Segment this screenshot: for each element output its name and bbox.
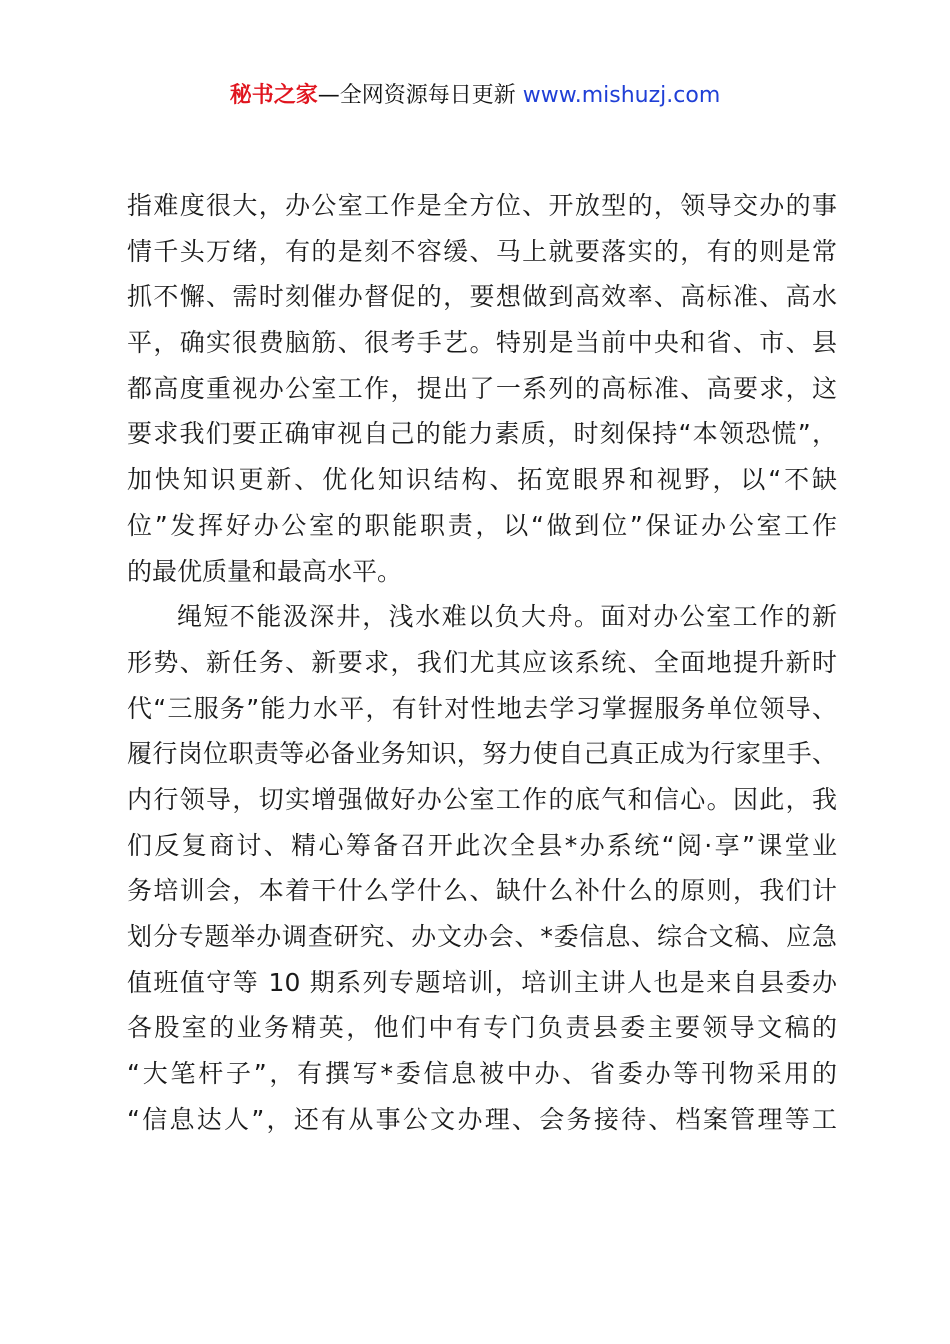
site-header (0, 80, 950, 112)
text-line: “信息达人”，还有从事公文办理、会务接待、档案管理等工 (127, 1104, 837, 1134)
text-line: 代“三服务”能力水平，有针对性地去学习掌握服务单位领导、 (127, 693, 837, 723)
text-line: 的最优质量和最高水平。 (127, 556, 403, 586)
text-line: 要求我们要正确审视自己的能力素质，时刻保持“本领恐慌”， (127, 419, 837, 449)
text-line: 绳短不能汲深井，浅水难以负大舟。面对办公室工作的新 (177, 602, 837, 632)
text-line: 形势、新任务、新要求，我们尤其应该系统、全面地提升新时 (127, 647, 837, 677)
site-url-link[interactable]: www.mishuzj.com (522, 83, 721, 108)
text-line: 务培训会，本着干什么学什么、缺什么补什么的原则，我们计 (127, 876, 837, 906)
document-body (127, 183, 837, 1142)
text-line: 各股室的业务精英，他们中有专门负责县委主要领导文稿的 (127, 1013, 837, 1043)
text-line: 平，确实很费脑筋、很考手艺。特别是当前中央和省、市、县 (127, 328, 837, 358)
text-line: 加快知识更新、优化知识结构、拓宽眼界和视野，以“不缺 (127, 465, 837, 495)
site-brand: 秘书之家 (229, 83, 318, 108)
paragraph-2 (127, 594, 837, 1142)
text-line: 抓不懈、需时刻催办督促的，要想做到高效率、高标准、高水 (127, 282, 837, 312)
text-line: 履行岗位职责等必备业务知识，努力使自己真正成为行家里手、 (127, 739, 837, 769)
paragraph-1 (127, 183, 837, 594)
text-line: 都高度重视办公室工作，提出了一系列的高标准、高要求，这 (127, 373, 837, 403)
text-line: 指难度很大，办公室工作是全方位、开放型的，领导交办的事 (127, 191, 837, 220)
text-line: 内行领导，切实增强做好办公室工作的底气和信心。因此，我 (127, 784, 837, 814)
text-line: 值班值守等 10 期系列专题培训，培训主讲人也是来自县委办 (127, 967, 837, 997)
text-line: 划分专题举办调查研究、办文办会、*委信息、综合文稿、应急 (127, 922, 837, 951)
text-line: “大笔杆子”，有撰写*委信息被中办、省委办等刊物采用的 (127, 1059, 837, 1089)
site-tagline: —全网资源每日更新 (317, 83, 516, 108)
text-line: 们反复商讨、精心筹备召开此次全县*办系统“阅·享”课堂业 (127, 830, 837, 860)
text-line: 情千头万绪，有的是刻不容缓、马上就要落实的，有的则是常 (127, 236, 837, 266)
text-line: 位”发挥好办公室的职能职责，以“做到位”保证办公室工作 (127, 510, 837, 540)
